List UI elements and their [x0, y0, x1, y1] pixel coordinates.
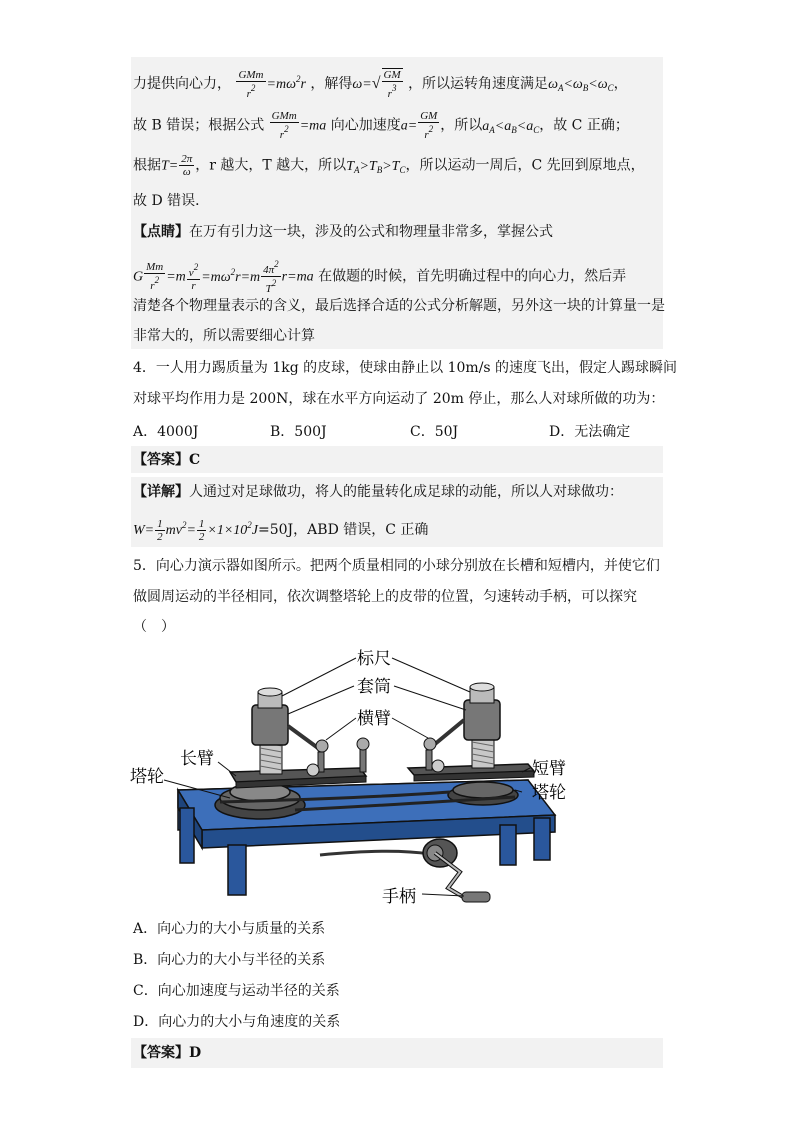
label-taotong: 套筒	[357, 677, 391, 697]
q4-option-d: D．无法确定	[549, 424, 631, 440]
answer-highlight	[131, 446, 663, 473]
q4-stem-1: 4．一人用力踢质量为 1kg 的皮球，使球由静止以 10m/s 的速度飞出，假定人踢球瞬间	[133, 360, 678, 376]
centripetal-force-apparatus-figure	[130, 640, 600, 910]
label-talun-left: 塔轮	[130, 767, 164, 787]
q5-option-a: A．向心力的大小与质量的关系	[133, 921, 326, 937]
solution-line-2: 故 B 错误；根据公式 $\frac{\text{GMm}}{r^2}$ =ma 向心加速度a= $\frac{GM}{r^2}$ ，所以$a_A<a_B<a_C$，故 C 正确；	[133, 110, 629, 141]
answer2-highlight	[131, 1038, 663, 1068]
dianjing-line-2: G $\frac{Mm}{r^2}$ =m $\frac{v^2}{r}$ $=m\omega^2r=m$ $\frac{4\pi^2}{T^2}$ r=ma 在做题的时候，首先明确过程中的向心力，然后弄	[133, 259, 627, 295]
q5-option-b: B．向心力的大小与半径的关系	[133, 952, 326, 968]
q5-stem-1: 5．向心力演示器如图所示。把两个质量相同的小球分别放在长槽和短槽内，并使它们	[133, 558, 660, 574]
q5-option-d: D．向心力的大小与角速度的关系	[133, 1014, 341, 1030]
q5-stem-3: （ ）	[133, 619, 175, 635]
dianjing-line-4: 非常大的，所以需要细心计算	[133, 328, 315, 344]
dianjing-line-3: 清楚各个物理量表示的含义，最后选择合适的公式分析解题，另外这一块的计算量一是	[133, 298, 665, 314]
solution-line-1: 力提供向心力， $\frac{\text{GMm}}{r^2}$ $=m\omega^2r$ ，解得ω=√ $\frac{GM}{r^3}$ ，所以运转角速度满足$\omega_A<\omega_B<\omega_C$，	[133, 68, 628, 100]
q4-option-a: A．4000J	[133, 424, 199, 440]
solution-line-4: 故 D 错误．	[133, 193, 210, 209]
q4-detail-2: W= $\frac{1}{2}$ $mv^2=$ $\frac{1}{2}$ $\times 1\times 10^2J=50J$，ABD 错误，C 正确	[133, 517, 429, 543]
label-shoubing: 手柄	[382, 887, 416, 907]
label-duanbi: 短臂	[532, 759, 566, 779]
q4-answer: 【答案】C	[133, 452, 201, 468]
dianjing-line-1: 【点睛】在万有引力这一块，涉及的公式和物理量非常多，掌握公式	[133, 224, 553, 240]
q5-option-c: C．向心加速度与运动半径的关系	[133, 983, 340, 999]
q4-option-c: C．50J	[410, 424, 459, 440]
solution-line-3: 根据T= $\frac{2\pi}{\omega}$ ，r 越大，T 越大，所以$T_A>T_B>T_C$，所以运动一周后，C 先回到原地点，	[133, 153, 645, 178]
q5-answer: 【答案】D	[133, 1045, 202, 1061]
q4-stem-2: 对球平均作用力是 200N，球在水平方向运动了 20m 停止，那么人对球所做的功为：	[133, 391, 665, 407]
q5-stem-2: 做圆周运动的半径相同，依次调整塔轮上的皮带的位置，匀速转动手柄，可以探究	[133, 589, 637, 605]
q4-detail-1: 【详解】人通过对足球做功，将人的能量转化成足球的动能，所以人对球做功：	[133, 484, 623, 500]
label-changbi: 长臂	[180, 749, 214, 769]
label-talun-right: 塔轮	[532, 783, 566, 803]
label-biaochi: 标尺	[357, 649, 391, 669]
q4-option-b: B．500J	[270, 424, 327, 440]
label-hengbi: 横臂	[357, 709, 391, 729]
